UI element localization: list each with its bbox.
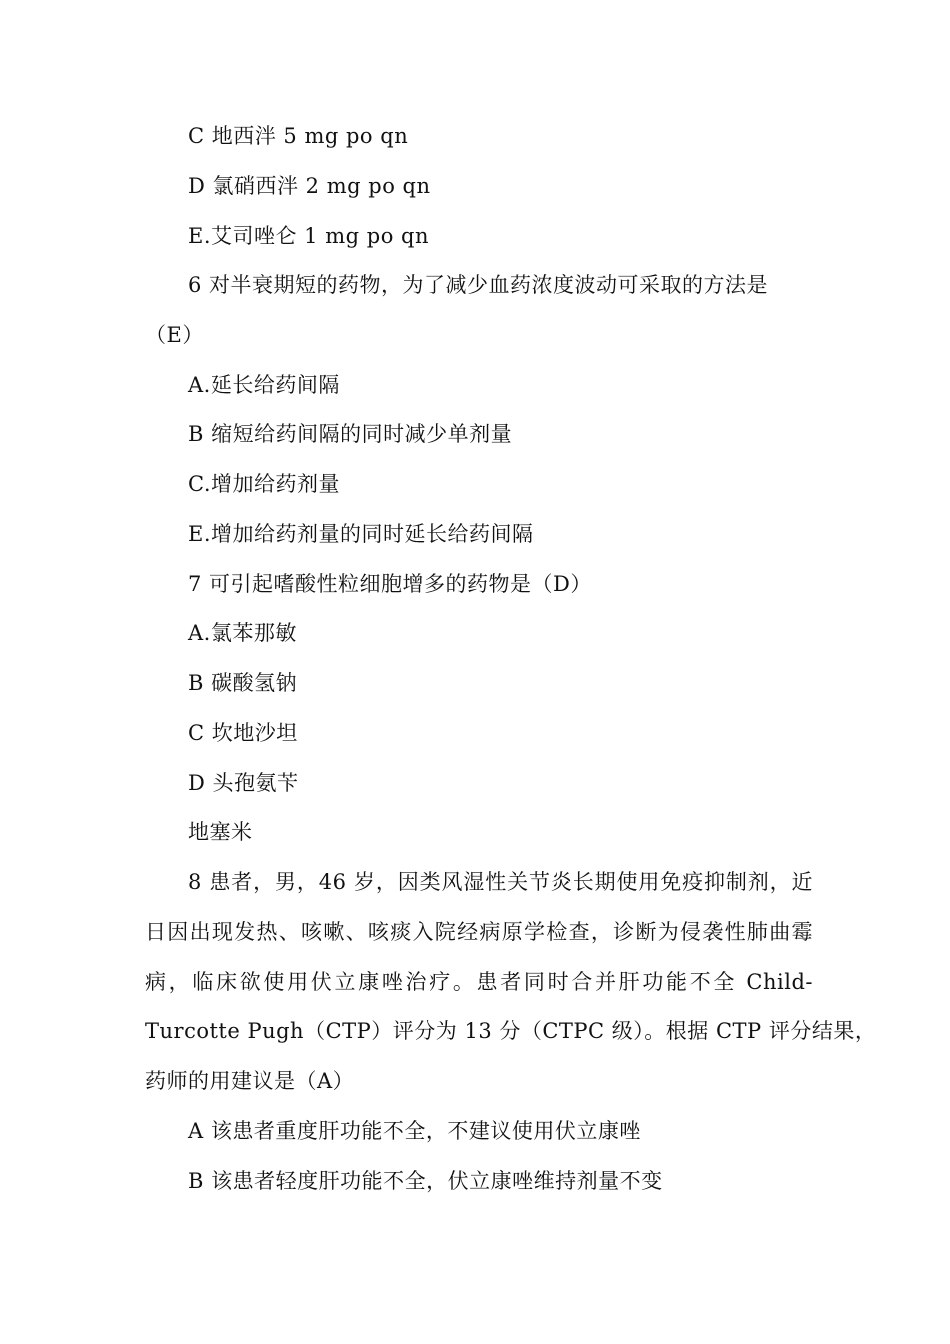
question-7-stem: 7 可引起嗜酸性粒细胞增多的药物是（D） xyxy=(188,572,592,596)
question-7-option-b: B 碳酸氢钠 xyxy=(188,671,298,695)
question-8-stem-line-4: Turcotte Pugh（CTP）评分为 13 分（CTPC 级）。根据 CTP 评分结果， xyxy=(145,1019,877,1043)
question-6-option-e: E.增加给药剂量的同时延长给药间隔 xyxy=(188,522,534,546)
question-7-option-c: C 坎地沙坦 xyxy=(188,721,298,745)
question-6-stem: 6 对半衰期短的药物，为了减少血药浓度波动可采取的方法是 xyxy=(188,273,769,297)
question-6-option-c: C.增加给药剂量 xyxy=(188,472,340,496)
question-6-option-b: B 缩短给药间隔的同时减少单剂量 xyxy=(188,422,513,446)
option-d-clonazepam: D 氯硝西泮 2 mg po qn xyxy=(188,174,431,198)
question-6-option-a: A.延长给药间隔 xyxy=(188,373,340,397)
question-7-option-d: D 头孢氨苄 xyxy=(188,771,299,795)
question-8-stem-line-1: 8 患者，男，46 岁，因类风湿性关节炎长期使用免疫抑制剂，近 xyxy=(188,870,813,894)
option-e-estazolam: E.艾司唑仑 1 mg po qn xyxy=(188,224,429,248)
question-6-answer: （E） xyxy=(145,323,204,347)
question-8-stem-line-3: 病，临床欲使用伏立康唑治疗。患者同时合并肝功能不全 Child- xyxy=(145,970,813,994)
question-8-option-b: B 该患者轻度肝功能不全，伏立康唑维持剂量不变 xyxy=(188,1169,663,1193)
question-7-option-fragment: 地塞米 xyxy=(188,820,253,844)
question-8-stem-line-5: 药师的用建议是（A） xyxy=(145,1069,355,1093)
question-8-stem-line-2: 日因出现发热、咳嗽、咳痰入院经病原学检查，诊断为侵袭性肺曲霉 xyxy=(145,920,813,944)
question-8-option-a: A 该患者重度肝功能不全，不建议使用伏立康唑 xyxy=(188,1119,641,1143)
option-c-diazepam: C 地西泮 5 mg po qn xyxy=(188,124,409,148)
question-7-option-a: A.氯苯那敏 xyxy=(188,621,297,645)
